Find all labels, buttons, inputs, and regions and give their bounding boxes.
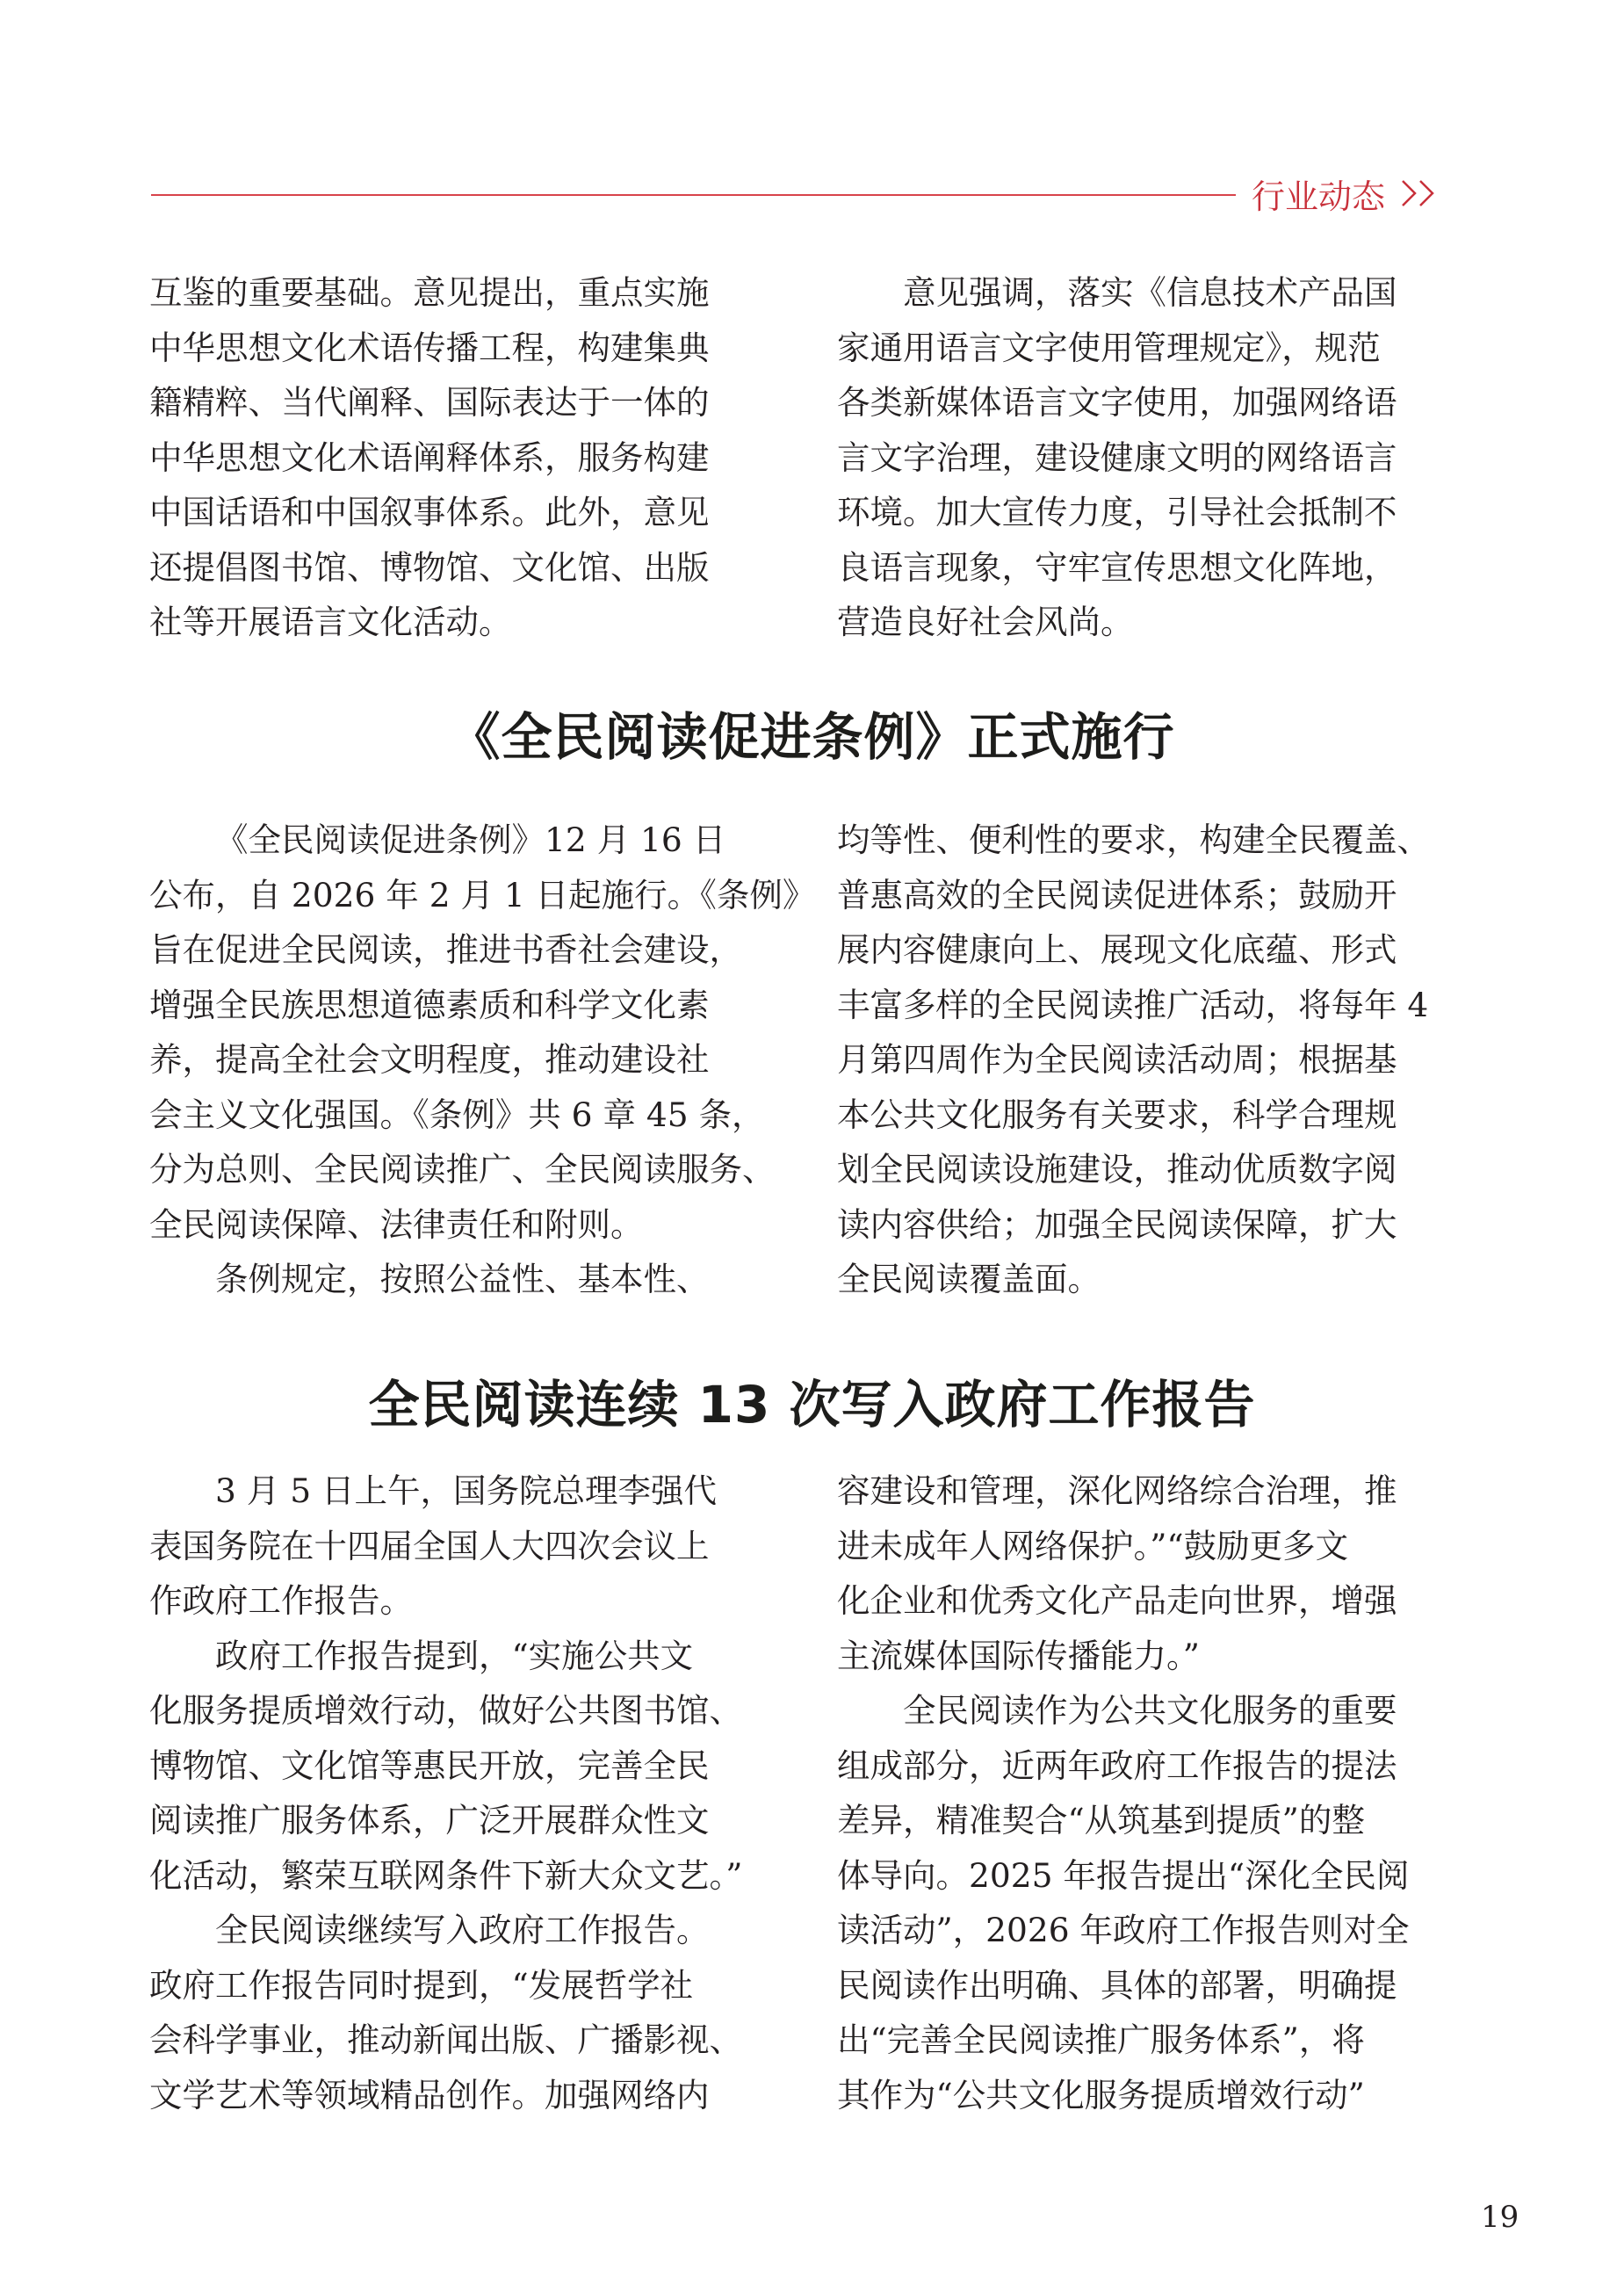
top-left-column (149, 265, 777, 650)
text-line: 社等开展语言文化活动。 (149, 603, 512, 641)
text-line: 养，提高全社会文明程度，推动建设社 (149, 1040, 710, 1079)
text-line: 《全民阅读促进条例》12 月 16 日 (215, 820, 726, 859)
text-line: 读活动”，2026 年政府工作报告则对全 (837, 1911, 1410, 1949)
article2-title: 全民阅读连续 13 次写入政府工作报告 (368, 1375, 1256, 1435)
text-line: 政府工作报告提到，“实施公共文 (215, 1636, 694, 1675)
text-line: 主流媒体国际传播能力。” (837, 1636, 1200, 1675)
article1-title: 《全民阅读促进条例》正式施行 (449, 707, 1175, 767)
text-line: 本公共文化服务有关要求，科学合理规 (837, 1095, 1397, 1134)
text-line: 差异，精准契合“从筑基到提质”的整 (837, 1801, 1365, 1839)
text-line: 作政府工作报告。 (149, 1581, 413, 1620)
text-line: 各类新媒体语言文字使用，加强网络语 (837, 383, 1397, 422)
text-line: 民阅读作出明确、具体的部署，明确提 (837, 1965, 1397, 2005)
text-line: 会主义文化强国。《条例》共 6 章 45 条， (149, 1095, 765, 1134)
text-line: 良语言现象，守牢宣传思想文化阵地， (837, 547, 1397, 587)
text-line: 丰富多样的全民阅读推广活动，将每年 4 (837, 985, 1429, 1024)
page-number: 19 (1481, 2200, 1519, 2235)
text-line: 政府工作报告同时提到，“发展哲学社 (149, 1965, 694, 2005)
text-line: 分为总则、全民阅读推广、全民阅读服务、 (149, 1150, 776, 1189)
text-line: 容建设和管理，深化网络综合治理，推 (837, 1471, 1397, 1510)
text-line: 还提倡图书馆、博物馆、文化馆、出版 (149, 547, 710, 587)
text-line: 籍精粹、当代阐释、国际表达于一体的 (149, 383, 710, 422)
article2-left-column (149, 1464, 777, 2122)
header-rule (151, 194, 1236, 196)
text-line: 均等性、便利性的要求，构建全民覆盖、 (837, 820, 1430, 859)
text-line: 意见强调，落实《信息技术产品国 (903, 273, 1397, 312)
text-line: 公布，自 2026 年 2 月 1 日起施行。《条例》 (149, 875, 816, 914)
text-line: 言文字治理，建设健康文明的网络语言 (837, 437, 1397, 477)
text-line: 划全民阅读设施建设，推动优质数字阅 (837, 1150, 1397, 1189)
article2-right-column (837, 1464, 1469, 2122)
text-line: 月第四周作为全民阅读活动周；根据基 (837, 1040, 1397, 1079)
text-line: 家通用语言文字使用管理规定》，规范 (837, 328, 1381, 367)
text-line: 中国话语和中国叙事体系。此外，意见 (149, 493, 710, 531)
top-right-column (837, 265, 1469, 650)
text-line: 组成部分，近两年政府工作报告的提法 (837, 1746, 1397, 1785)
text-line: 出“完善全民阅读推广服务体系”，将 (837, 2020, 1365, 2059)
text-line: 全民阅读作为公共文化服务的重要 (903, 1691, 1397, 1730)
text-line: 普惠高效的全民阅读促进体系；鼓励开 (837, 875, 1397, 914)
text-line: 营造良好社会风尚。 (837, 603, 1134, 641)
text-line: 中华思想文化术语传播工程，构建集典 (149, 328, 710, 367)
text-line: 其作为“公共文化服务提质增效行动” (837, 2075, 1365, 2114)
text-line: 化服务提质增效行动，做好公共图书馆、 (149, 1691, 742, 1730)
text-line: 中华思想文化术语阐释体系，服务构建 (149, 437, 710, 477)
text-line: 体导向。2025 年报告提出“深化全民阅 (837, 1855, 1410, 1895)
text-line: 进未成年人网络保护。”“鼓励更多文 (837, 1526, 1349, 1565)
text-line: 展内容健康向上、展现文化底蕴、形式 (837, 930, 1397, 969)
text-line: 旨在促进全民阅读，推进书香社会建设， (149, 930, 742, 969)
text-line: 读内容供给；加强全民阅读保障，扩大 (837, 1204, 1397, 1244)
text-line: 互鉴的重要基础。意见提出，重点实施 (149, 273, 710, 312)
text-line: 化活动，繁荣互联网条件下新大众文艺。” (149, 1855, 743, 1895)
text-line: 3 月 5 日上午，国务院总理李强代 (215, 1471, 717, 1510)
article1-left-column (149, 813, 816, 1307)
text-line: 化企业和优秀文化产品走向世界，增强 (837, 1581, 1397, 1620)
text-line: 阅读推广服务体系，广泛开展群众性文 (149, 1801, 710, 1839)
text-line: 增强全民族思想道德素质和科学文化素 (149, 985, 710, 1024)
double-chevron-right-icon (1397, 176, 1443, 211)
text-line: 博物馆、文化馆等惠民开放，完善全民 (149, 1746, 710, 1785)
text-line: 全民阅读覆盖面。 (837, 1260, 1101, 1298)
article1-right-column (837, 813, 1469, 1307)
text-line: 全民阅读保障、法律责任和附则。 (149, 1204, 644, 1244)
text-line: 文学艺术等领域精品创作。加强网络内 (149, 2075, 710, 2114)
section-tag (1252, 169, 1443, 218)
text-line: 条例规定，按照公益性、基本性、 (215, 1260, 710, 1298)
section-tag-label: 行业动态 (1252, 177, 1386, 216)
text-line: 全民阅读继续写入政府工作报告。 (215, 1911, 710, 1949)
text-line: 会科学事业，推动新闻出版、广播影视、 (149, 2020, 742, 2059)
text-line: 环境。加大宣传力度，引导社会抵制不 (837, 493, 1397, 531)
text-line: 表国务院在十四届全国人大四次会议上 (149, 1526, 710, 1565)
